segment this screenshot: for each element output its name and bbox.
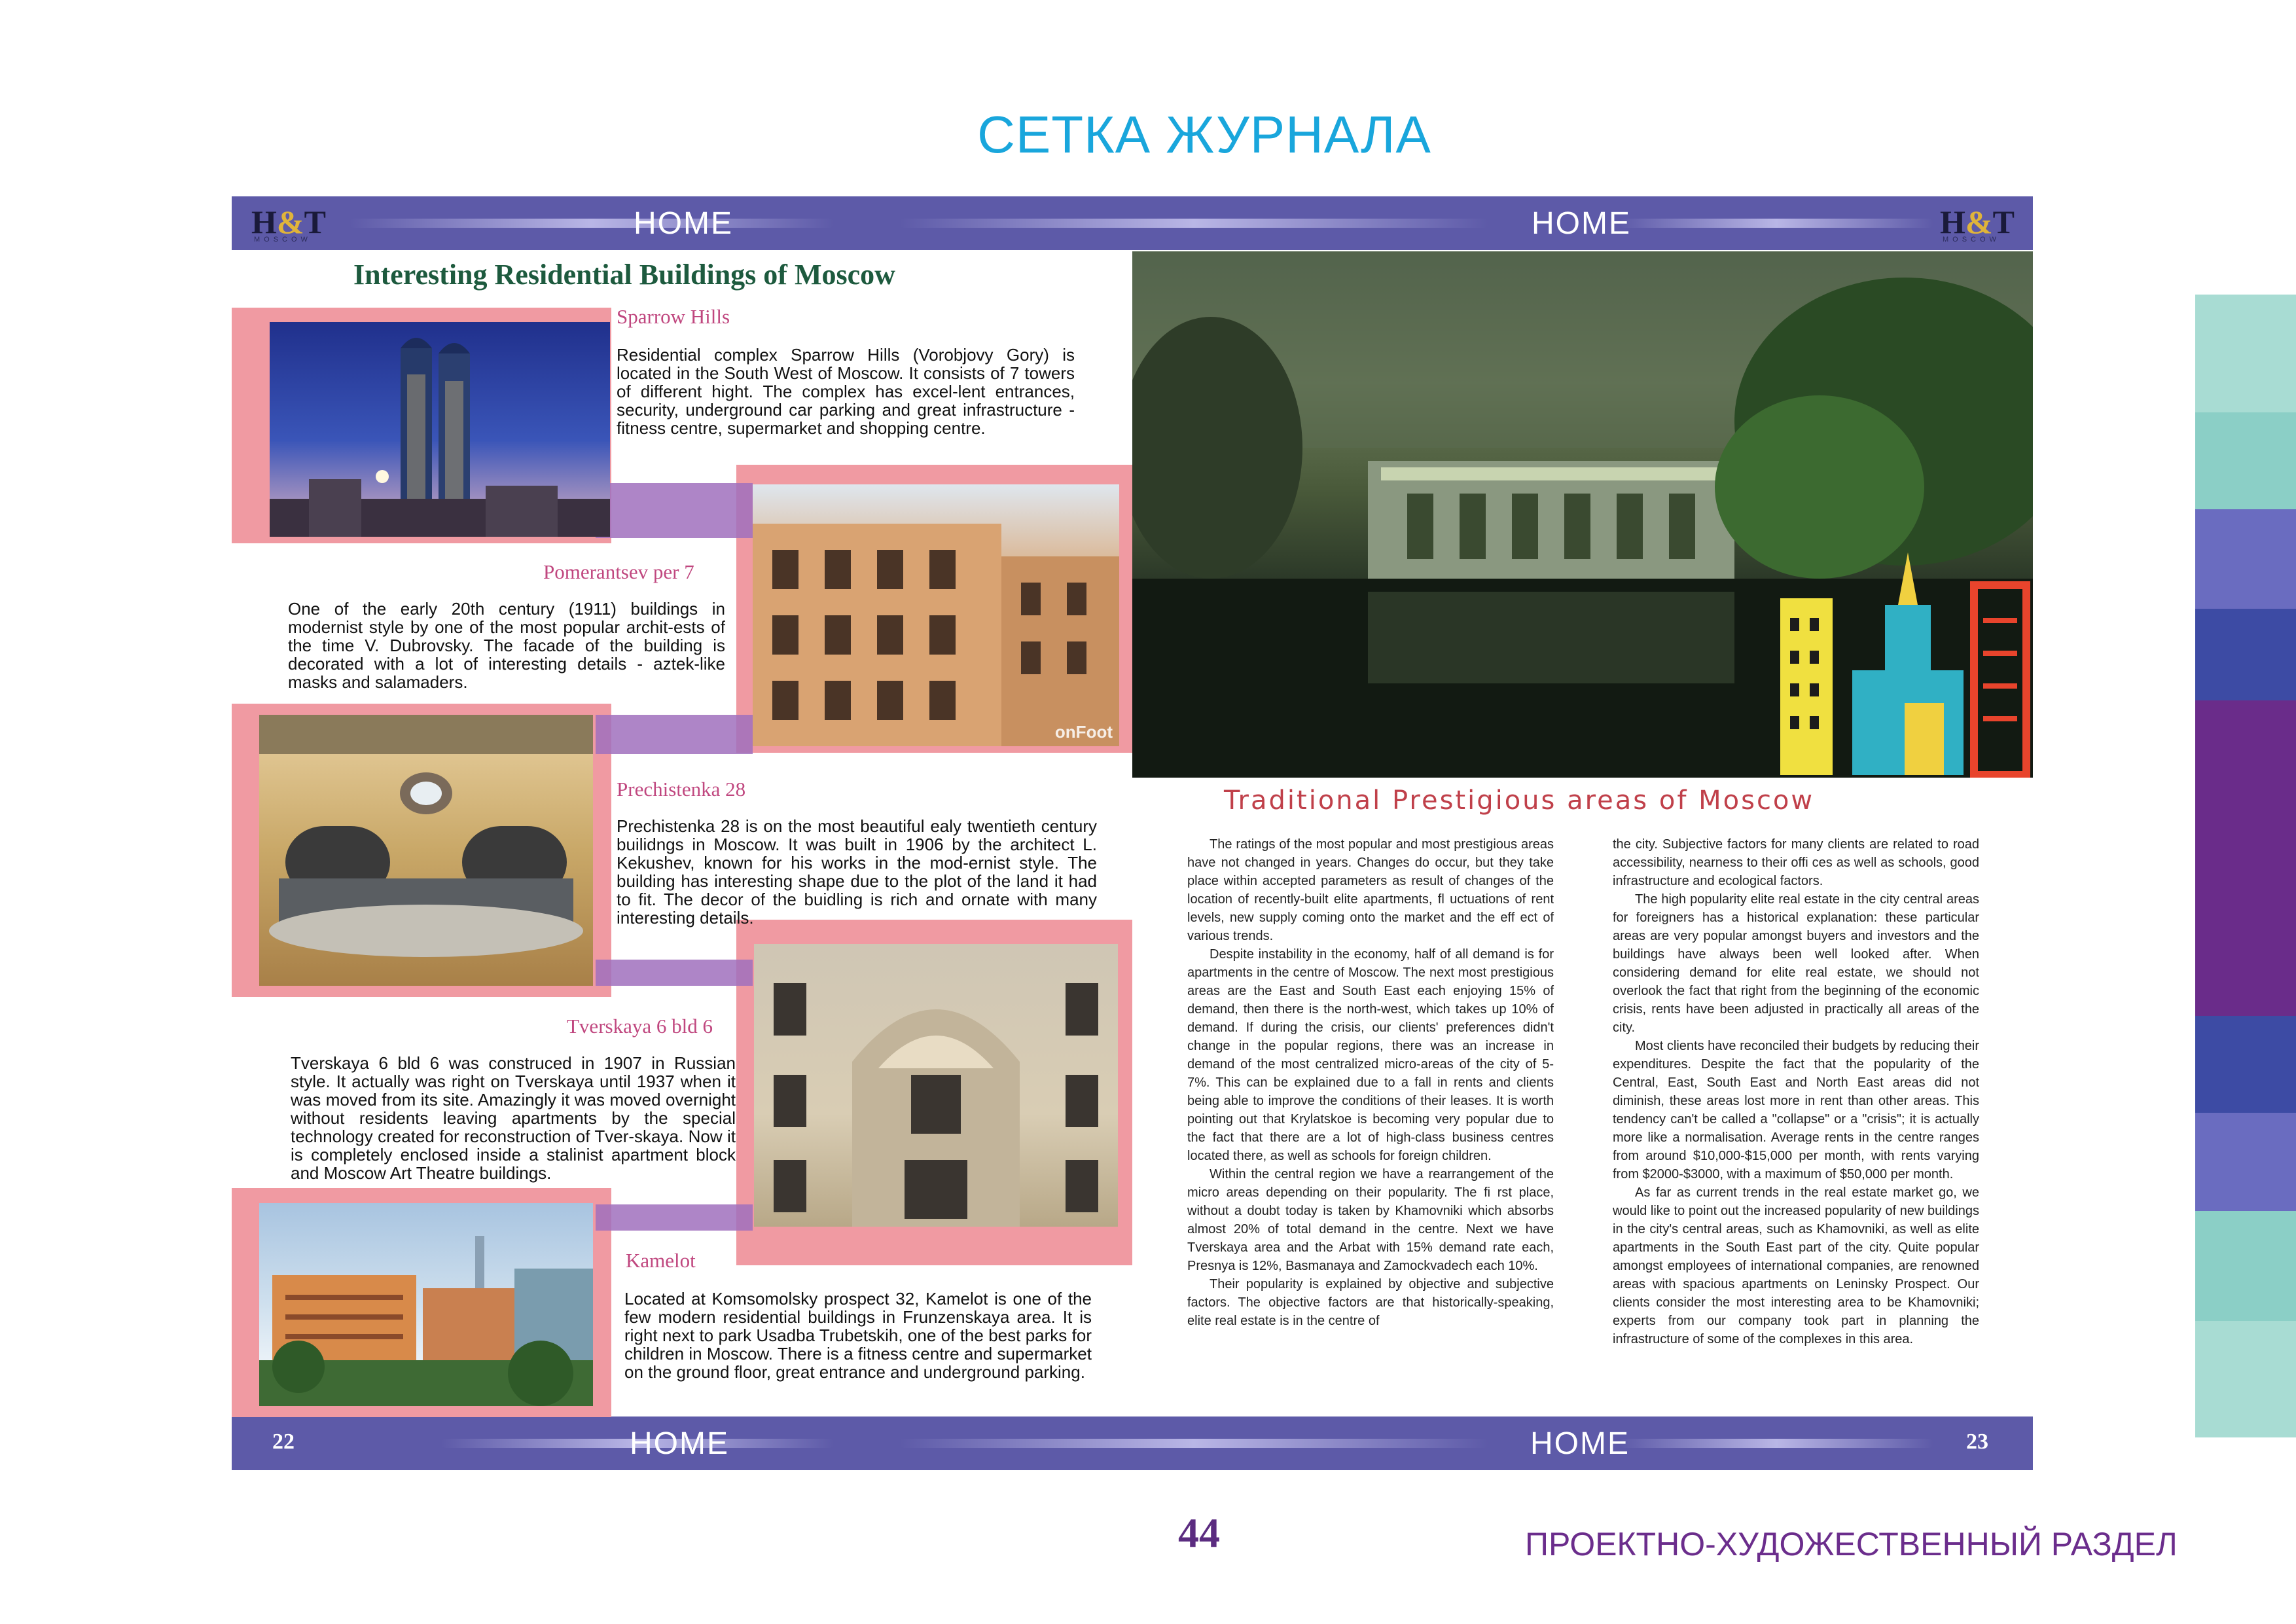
- connector-band: [596, 960, 753, 986]
- item-name: Pomerantsev per 7: [543, 560, 694, 583]
- footer-home-left: HOME: [630, 1426, 729, 1461]
- kamelot-photo: [259, 1203, 593, 1406]
- page-title: СЕТКА ЖУРНАЛА: [977, 105, 1431, 164]
- side-tab: [2195, 1211, 2296, 1321]
- brand-logo: H&T MOSCOW: [251, 204, 326, 244]
- connector-band: [596, 715, 753, 754]
- patriarch-ponds-photo: [1132, 251, 2033, 778]
- header-bar: [232, 196, 2033, 250]
- connector-band: [596, 1204, 753, 1231]
- right-page-title: Traditional Prestigious areas of Moscow: [1224, 785, 1815, 816]
- side-tab: [2195, 1321, 2296, 1437]
- page-number-left: 22: [272, 1430, 295, 1454]
- side-tab: [2195, 700, 2296, 1016]
- item-name: Prechistenka 28: [617, 778, 746, 801]
- footer-home-right: HOME: [1530, 1426, 1630, 1461]
- item-name: Tverskaya 6 bld 6: [567, 1015, 713, 1038]
- article-column-2: the city. Subjective factors for many clients are related to road accessibility, nearness to their offi ces as well as schools, good infrastructure and ecological factors. The high popularity elite real estate in the city central areas for foreigners has a historical explanation: these particular areas are very popular amongst buyers and investors and the buildings have always been well looked after. When considering demand for elite real estate, we should not overlook the fact that right from the beginning of the economic crisis, rents have been adjusted in practically all areas of the city. Most clients have reconciled their budgets by reducing their expenditures. Despite the fact that the popularity of the Central, East, South East and North East areas did not diminish, these areas lost more in rent than other areas. This tendency can't be called a "collapse" or a "crisis"; it is actually more like a normalisation. Average rents in the centre ranges from around $10,000-$15,000 per month, with rents varying from $2000-$3000, with a maximum of $50,000 per month. As far as current trends in the real estate market go, we would like to point out the increased popularity of new buildings in the city's central areas, such as Khamovniki, as well as elite apartments in the South East part of the city. Quite popular amongst employees of international companies, are renowned areas with spacious apartments on Leninsky Prospect. Our clients consider the most interesting area to be Khamovniki; experts from our company took part in planning the infrastructure of some of the complexes in this area.: [1613, 837, 1979, 1346]
- side-tab: [2195, 295, 2296, 412]
- page-number: 44: [1178, 1509, 1220, 1556]
- item-text: Prechistenka 28 is on the most beautiful ealy twentieth century builidngs in Moscow. It was built in 1906 by the architect L. Kekushev, known for his works in the mod-ernist style. The building has interesting shape due to the plot of the land it had to fit. The decor of the buidling is rich and ornate with many interesting details.: [617, 816, 1097, 928]
- tverskaya-photo: [754, 944, 1118, 1227]
- connector-band: [596, 483, 753, 538]
- item-text: Residential complex Sparrow Hills (Vorobjovy Gory) is located in the South West of Moscow. It consists of 7 towers of different hight. The complex has excel-lent entrances, security, underground car parking and great infrastructure - fitness centre, supermarket and shopping centre.: [617, 345, 1075, 438]
- side-tab: [2195, 1113, 2296, 1211]
- left-page-title: Interesting Residential Buildings of Moscow: [353, 259, 895, 291]
- side-tab: [2195, 1016, 2296, 1113]
- footer-bar: [232, 1416, 2033, 1470]
- item-name: Kamelot: [626, 1249, 696, 1272]
- sparrow-hills-photo: [270, 322, 610, 537]
- item-name: Sparrow Hills: [617, 305, 730, 328]
- item-text: One of the early 20th century (1911) buildings in modernist style by one of the most popular archit-ests of the time V. Dubrovsky. The facade of the building is decorated with a lot of interesting details - aztek-like masks and salamaders.: [288, 599, 725, 692]
- brand-logo: H&T MOSCOW: [1940, 204, 2015, 244]
- side-tab: [2195, 609, 2296, 700]
- section-label: ПРОЕКТНО-ХУДОЖЕСТВЕННЫЙ РАЗДЕЛ: [1525, 1526, 2178, 1562]
- article-column-1: The ratings of the most popular and most prestigious areas have not changed in years. Changes do occur, but they take place within accepted parameters as result of changes of the location of recently-built elite apartments, fl uctuations of rent levels, new supply coming onto the market and the eff ect of various trends. Despite instability in the economy, half of all demand is for apartments in the centre of Moscow. The next most prestigious areas are the East and South East each enjoying 15% of demand, then there is the north-west, which takes up 10% of demand. If during the crisis, our clients' preferences didn't change in the popular regions, there was an increase in demand of the most centralized micro-areas of the city of 5-7%. This can be explained due to a fall in rents and clients being able to improve the conditions of their leases. It is worth pointing out that Krylatskoe is becoming very popular due to the fact that there are a lot of high-class business centres located there, as well as schools for foreign children. Within the central region we have a rearrangement of the micro areas depending on their popularity. The fi rst place, without a doubt today is taken by Khamovniki which absorbs almost 20% of total demand in the centre. Next we have Tverskaya area and the Arbat with 15% demand rate each, Presnya is 12%, Basmanaya and Zamockvadech each 10%. Their popularity is explained by objective and subjective factors. The objective factors are that historically-speaking, elite real estate is in the centre of: [1187, 837, 1554, 1328]
- side-tab: [2195, 412, 2296, 509]
- photo-watermark: onFoot: [1054, 722, 1113, 742]
- header-home-left: HOME: [634, 206, 733, 241]
- item-text: Tverskaya 6 bld 6 was construced in 1907 in Russian style. It actually was right on Tverskaya until 1937 when it was moved from its site. Amazingly it was moved overnight without residents leaving apartments by the special technology created for reconstruction of Tver-skaya. Now it is completely enclosed inside a stalinist apartment block and Moscow Art Theatre buildings.: [291, 1053, 736, 1183]
- page-number-right: 23: [1966, 1430, 1988, 1454]
- header-home-right: HOME: [1532, 206, 1631, 241]
- item-text: Located at Komsomolsky prospect 32, Kamelot is one of the few modern residential buildings in Frunzenskaya area. It is right next to park Usadba Trubetskih, one of the best parks for children in Moscow. There is a fitness centre and supermarket on the ground floor, great entrance and underground parking.: [624, 1289, 1092, 1382]
- pomerantsev-photo: [753, 484, 1119, 746]
- prechistenka-photo: [259, 715, 593, 986]
- side-tab: [2195, 509, 2296, 609]
